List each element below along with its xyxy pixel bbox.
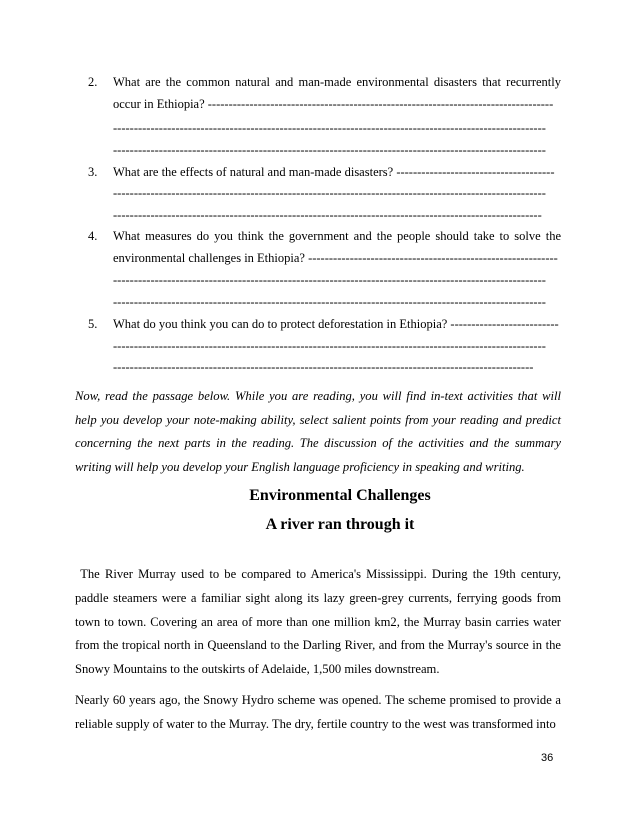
answer-line: -------------------------------------------------------------------------------------------------------- <box>113 273 546 287</box>
question-text: occur in Ethiopia? ----------------------------------------------------------------------------------- <box>113 97 554 111</box>
reading-instructions <box>75 385 561 479</box>
passage-subtitle: A river ran through it <box>265 516 415 533</box>
question-2 <box>88 72 561 114</box>
answer-line: ----------------------------------------------------------------------------------------------------- <box>113 360 534 374</box>
answer-line: -------------------------------------------------------------------------------------------------------- <box>113 186 546 200</box>
question-text: What are the effects of natural and man-made disasters? -------------------------------------- <box>113 165 555 179</box>
answer-line: -------------------------------------------------------------------------------------------------------- <box>113 339 546 353</box>
instructions-text: Now, read the passage below. While you are reading, you will find in-text activities that will help you develop your note-making ability, select salient points from your reading and predict concerning the next parts in the reading. The discussion of the activities and the summary writing will help you develop your English language proficiency in speaking and writing. <box>75 389 561 474</box>
question-text: What are the common natural and man-made environmental disasters that recurrently <box>113 75 561 89</box>
answer-line: -------------------------------------------------------------------------------------------------------- <box>113 121 546 135</box>
answer-line: ------------------------------------------------------------------------------------------------------- <box>113 208 542 222</box>
question-text: What measures do you think the government and the people should take to solve the <box>113 229 561 243</box>
paragraph-text: Nearly 60 years ago, the Snowy Hydro scheme was opened. The scheme promised to provide a reliable supply of water to the Murray. The dry, fertile country to the west was transformed into <box>75 693 561 731</box>
passage-paragraph-2 <box>75 689 561 737</box>
page-number: 36 <box>541 752 554 764</box>
passage-title: Environmental Challenges <box>249 487 431 504</box>
question-number: 3. <box>88 165 98 179</box>
answer-line: -------------------------------------------------------------------------------------------------------- <box>113 143 546 157</box>
question-number: 4. <box>88 229 98 243</box>
question-number: 5. <box>88 317 98 331</box>
question-5 <box>88 314 561 335</box>
question-3 <box>88 162 561 183</box>
question-text: What do you think you can do to protect deforestation in Ethiopia? -------------------------- <box>113 317 559 331</box>
question-4 <box>88 226 561 268</box>
answer-line: -------------------------------------------------------------------------------------------------------- <box>113 295 546 309</box>
passage-paragraph-1 <box>75 563 565 682</box>
paragraph-text: The River Murray used to be compared to America's Mississippi. During the 19th century, paddle steamers were a familiar sight along its lazy green-grey currents, ferrying goods from town to town. Covering an area of more than one million km2, the Murray basin carries water from the tropical north in Queensland to the Darling River, and from the Murray's source in the Snowy Mountains to the outskirts of Adelaide, 1,500 miles downstream. <box>75 567 565 677</box>
question-text: environmental challenges in Ethiopia? ------------------------------------------------------------ <box>113 251 558 265</box>
question-number: 2. <box>88 75 98 89</box>
